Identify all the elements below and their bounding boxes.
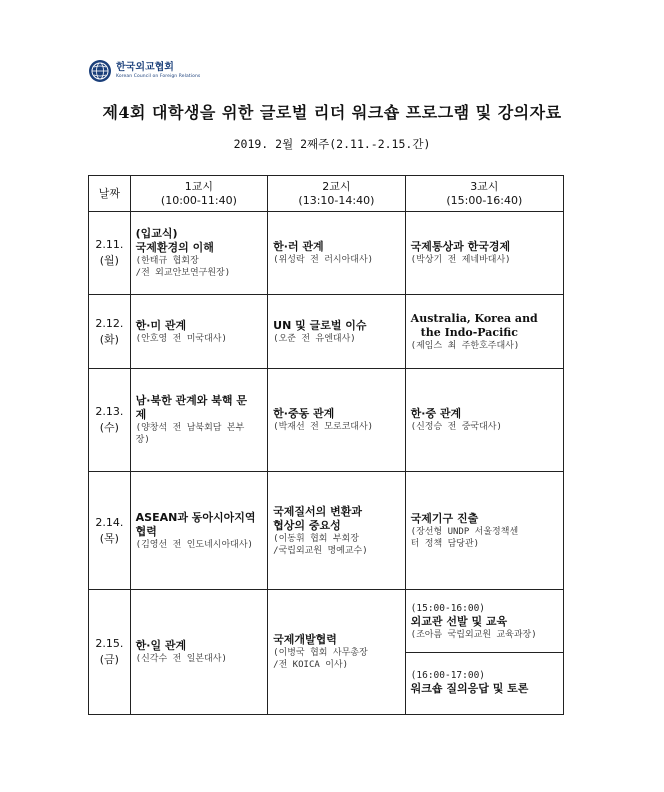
org-name-en: Korean Council on Foreign Relations — [116, 73, 201, 79]
schedule-table — [88, 175, 564, 715]
date-range: 2019. 2월 2째주(2.11.-2.15.간) — [233, 137, 431, 151]
lecture-subcell: (15:00-16:00) 외교관 선발 및 교육 (조아름 국립외교원 교육과장) — [406, 591, 563, 653]
day-cell: 2.11. (월) — [89, 212, 131, 295]
lecture-cell: 한·러 관계 (위성락 전 러시아대사) — [268, 212, 406, 295]
lecture-cell: Australia, Korea and the Indo-Pacific (제임스 최 주한호주대사) — [405, 295, 563, 369]
table-row — [89, 590, 564, 715]
org-logo — [88, 58, 200, 84]
lecture-cell: 국제개발협력 (이병국 협회 사무총장 /전 KOICA 이사) — [268, 590, 406, 715]
globe-logo-icon — [88, 59, 112, 83]
day-cell: 2.12. (화) — [89, 295, 131, 369]
header-period-3: 3교시 (15:00-16:40) — [405, 176, 563, 212]
lecture-subcell: (16:00-17:00) 워크숍 질의응답 및 토론 — [410, 670, 529, 695]
lecture-cell: (입교식) 국제환경의 이해 (한태규 협회장 /전 외교안보연구원장) — [130, 212, 268, 295]
page-title: 제4회 대학생을 위한 글로벌 리더 워크숍 프로그램 및 강의자료 — [102, 103, 562, 122]
lecture-cell: 한·중 관계 (신정승 전 중국대사) — [405, 369, 563, 472]
lecture-cell: 국제질서의 변환과 협상의 중요성 (이동휘 협회 부회장 /국립외교원 명예교수) — [268, 472, 406, 590]
table-row — [89, 369, 564, 472]
header-period-1: 1교시 (10:00-11:40) — [130, 176, 268, 212]
table-row — [89, 212, 564, 295]
day-cell: 2.14. (목) — [89, 472, 131, 590]
header-period-2: 2교시 (13:10-14:40) — [268, 176, 406, 212]
lecture-cell: 한·일 관계 (신각수 전 일본대사) — [130, 590, 268, 715]
day-cell: 2.15. (금) — [89, 590, 131, 715]
lecture-cell: 국제통상과 한국경제 (박상기 전 제네바대사) — [405, 212, 563, 295]
table-row — [89, 295, 564, 369]
split-lecture-cell — [405, 590, 563, 715]
lecture-cell: UN 및 글로벌 이슈 (오준 전 유엔대사) — [268, 295, 406, 369]
lecture-cell: 한·중동 관계 (박재선 전 모로코대사) — [268, 369, 406, 472]
lecture-cell: 한·미 관계 (안호영 전 미국대사) — [130, 295, 268, 369]
day-cell: 2.13. (수) — [89, 369, 131, 472]
header-date: 날짜 — [89, 176, 131, 212]
org-name-ko: 한국외교협회 — [116, 61, 174, 73]
lecture-cell: ASEAN과 동아시아지역 협력 (김영선 전 인도네시아대사) — [130, 472, 268, 590]
table-header-row — [89, 176, 564, 212]
lecture-cell: 남·북한 관계와 북핵 문 제 (양창석 전 남북회담 본부 장) — [130, 369, 268, 472]
table-row — [89, 472, 564, 590]
lecture-cell: 국제기구 진출 (장선형 UNDP 서울정책센 터 정책 담당관) — [405, 472, 563, 590]
